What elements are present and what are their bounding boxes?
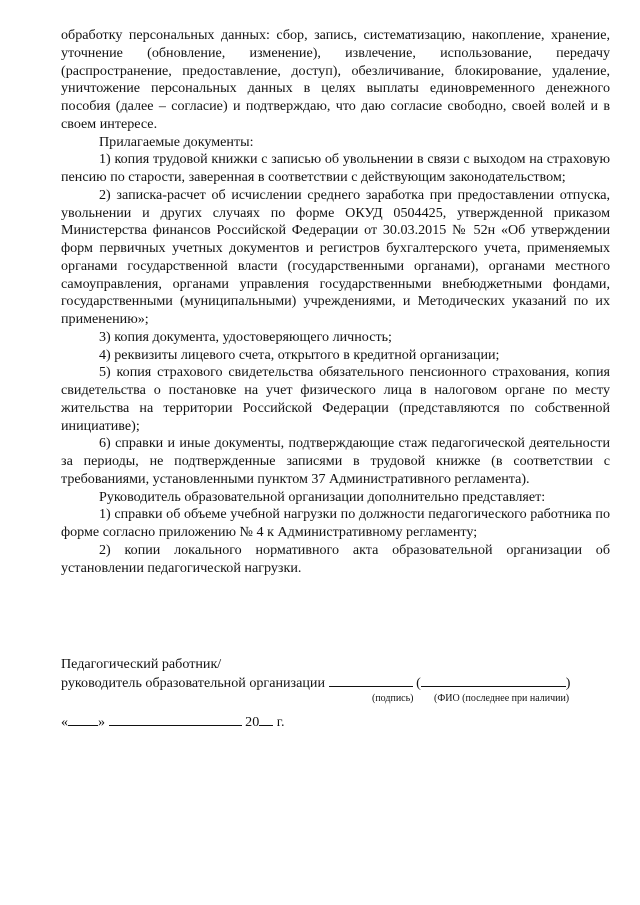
fio-hint: (ФИО (последнее при наличии) (434, 693, 570, 704)
attached-item-2: 2) записка-расчет об исчислении среднего заработка при предоставлении отпуска, увольнении и других случаях по форме ОКУД 0504425, утвержденной приказом Министерства финансов Российской Федерации от 30.03.2015 № 52н «Об утверждении форм первичных учетных документов и регистров бухгалтерского учета, применяемых органами государственной власти (государственными органами), органами местного самоуправления, органами управления государственными внебюджетными фондами, государственными (муниципальными) учреждениями, и Методических указаний по их применению»; (61, 186, 610, 327)
fio-blank[interactable] (421, 673, 566, 687)
signer-role-text: руководитель образовательной организации (61, 675, 326, 691)
document-body (61, 27, 610, 577)
date-line (61, 712, 621, 731)
head-additional-heading: Руководитель образовательной организации дополнительно представляет: (99, 488, 546, 505)
signature-blank[interactable] (329, 673, 413, 687)
date-year-suffix: г. (276, 714, 285, 730)
attached-item-6: 6) справки и иные документы, подтверждающие стаж педагогической деятельности за периоды, не подтвержденные записями в трудовой книжке (в соответствии с требованиями, установленными пунктом 37 Административного регламента). (61, 435, 610, 487)
attached-item-4: 4) реквизиты лицевого счета, открытого в кредитной организации; (99, 346, 500, 363)
attached-documents-heading: Прилагаемые документы: (99, 133, 254, 150)
date-year-prefix: 20 (245, 714, 260, 730)
signature-hints (61, 692, 621, 706)
signature-hint: (подпись) (372, 693, 414, 704)
fio-close-paren: ) (565, 675, 571, 691)
date-day-blank[interactable] (68, 712, 98, 726)
signer-role-line1: Педагогический работник/ (61, 656, 222, 672)
signature-block (61, 655, 621, 731)
fio-open-paren: ( (416, 675, 421, 691)
head-item-1: 1) справки об объеме учебной нагрузки по должности педагогического работника по форме согласно приложению № 4 к Административному регламенту; (61, 506, 610, 540)
attached-item-1: 1) копия трудовой книжки с записью об увольнении в связи с выходом на страховую пенсию по старости, заверенная в соответствии с действующим законодательством; (61, 151, 610, 185)
date-quote-open: « (61, 714, 69, 730)
date-quote-close: » (98, 714, 106, 730)
consent-paragraph: обработку персональных данных: сбор, запись, систематизацию, накопление, хранение, уточнение (обновление, изменение), извлечение, использование, передачу (распространение, предоставление, доступ), обезличивание, блокирование, удаление, уничтожение персональных данных в целях выплаты единовременного денежного пособия (далее – согласие) и подтверждаю, что даю согласие свободно, своей волей и в своем интересе. (61, 27, 610, 132)
attached-item-3: 3) копия документа, удостоверяющего личность; (99, 328, 392, 345)
head-item-2: 2) копии локального нормативного акта образовательной организации об установлении педагогической нагрузки. (61, 541, 610, 576)
date-month-blank[interactable] (109, 712, 242, 726)
attached-item-5: 5) копия страхового свидетельства обязательного пенсионного страхования, копия свидетельства о постановке на учет физического лица в налоговом органе по месту жительства на территории Российской Федерации (представляются по собственной инициативе); (61, 364, 610, 434)
signer-role-line2 (61, 673, 621, 692)
date-year-blank[interactable] (259, 712, 273, 726)
